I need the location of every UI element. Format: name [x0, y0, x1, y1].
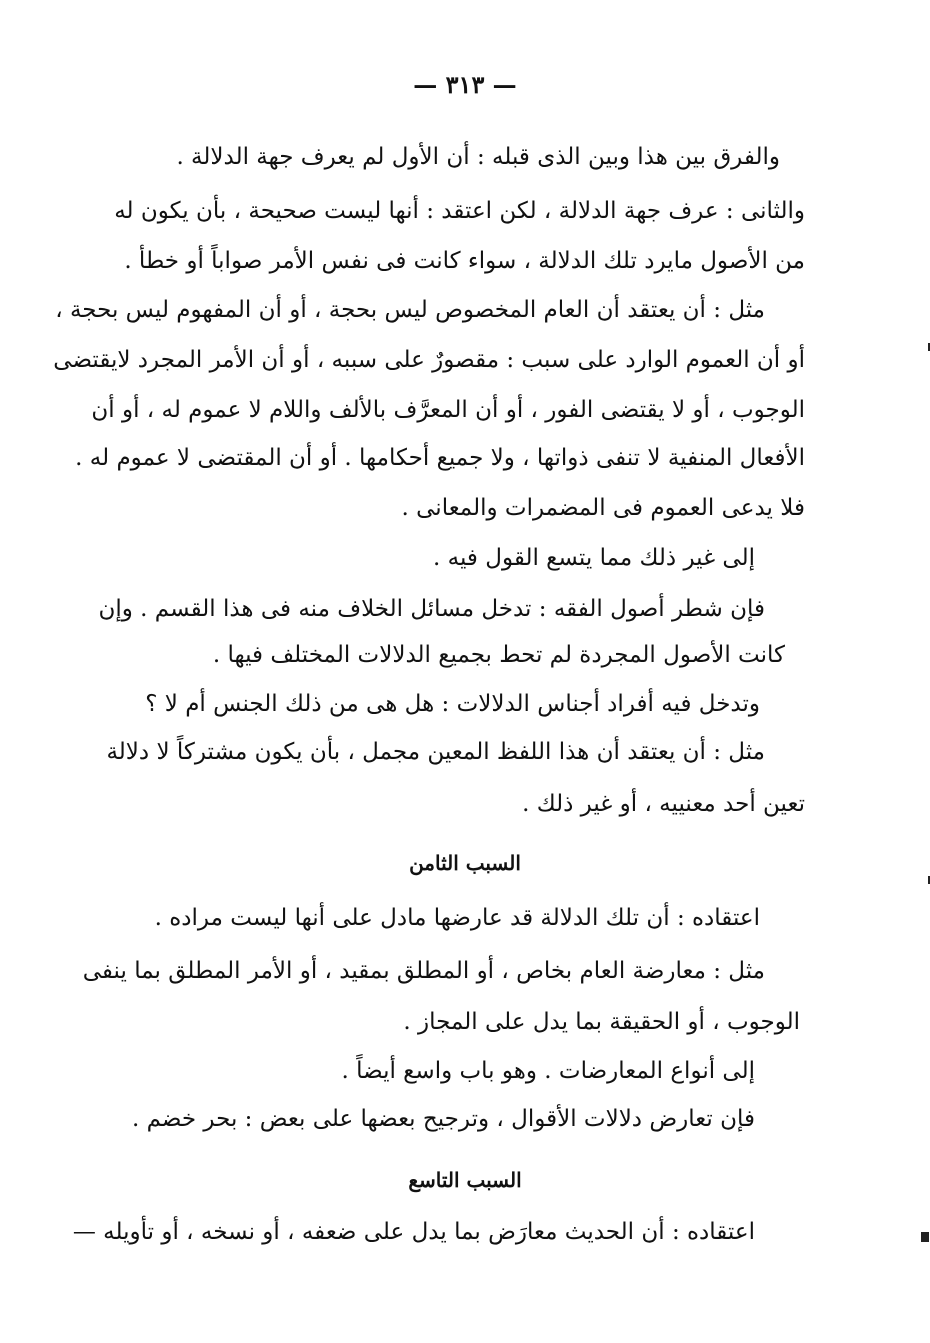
text-line: إلى غير ذلك مما يتسع القول فيه . — [433, 545, 755, 571]
text-line: إلى أنواع المعارضات . وهو باب واسع أيضاً . — [341, 1058, 755, 1084]
text-line: فلا يدعى العموم فى المضمرات والمعانى . — [401, 495, 805, 521]
text-line: الوجوب ، أو الحقيقة بما يدل على المجاز . — [403, 1009, 800, 1035]
text-line: الأفعال المنفية لا تنفى ذواتها ، ولا جميع أحكامها . أو أن المقتضى لا عموم له . — [75, 445, 805, 471]
text-line: وتدخل فيه أفراد أجناس الدلالات : هل هى من ذلك الجنس أم لا ؟ — [145, 691, 760, 717]
text-line: كانت الأصول المجردة لم تحط بجميع الدلالات المختلف فيها . — [212, 642, 785, 668]
section-heading: السبب التاسع — [408, 1168, 522, 1192]
section-heading: السبب الثامن — [409, 851, 521, 875]
text-line: مثل : أن يعتقد أن هذا اللفظ المعين مجمل ، بأن يكون مشتركاً لا دلالة — [106, 739, 765, 765]
text-line: اعتقاده : أن الحديث معارَض بما يدل على ضعفه ، أو نسخه ، أو تأويله — — [72, 1219, 755, 1245]
text-line: والثانى : عرف جهة الدلالة ، لكن اعتقد : أنها ليست صحيحة ، بأن يكون له — [114, 198, 805, 224]
text-line: مثل : معارضة العام بخاص ، أو المطلق بمقيد ، أو الأمر المطلق بما ينفى — [82, 958, 765, 984]
margin-mark — [921, 1232, 929, 1242]
page-number: — ٣١٣ — — [413, 70, 517, 99]
text-line: مثل : أن يعتقد أن العام المخصوص ليس بحجة ، أو أن المفهوم ليس بحجة ، — [55, 297, 765, 323]
text-line: اعتقاده : أن تلك الدلالة قد عارضها مادل على أنها ليست مراده . — [154, 905, 760, 931]
text-line: تعين أحد معنييه ، أو غير ذلك . — [522, 791, 805, 817]
text-line: والفرق بين هذا وبين الذى قبله : أن الأول لم يعرف جهة الدلالة . — [176, 144, 780, 170]
text-line: فإن تعارض دلالات الأقوال ، وترجيح بعضها على بعض : بحر خضم . — [132, 1106, 755, 1132]
text-line: فإن شطر أصول الفقه : تدخل مسائل الخلاف منه فى هذا القسم . وإن — [98, 596, 765, 622]
text-line: أو أن العموم الوارد على سبب : مقصورٌ على سببه ، أو أن الأمر المجرد لايقتضى — [53, 347, 805, 373]
text-line: من الأصول مايرد تلك الدلالة ، سواء كانت فى نفس الأمر صواباً أو خطأ . — [124, 248, 805, 274]
text-line: الوجوب ، أو لا يقتضى الفور ، أو أن المعرَّف بالألف واللام لا عموم له ، أو أن — [91, 397, 805, 423]
